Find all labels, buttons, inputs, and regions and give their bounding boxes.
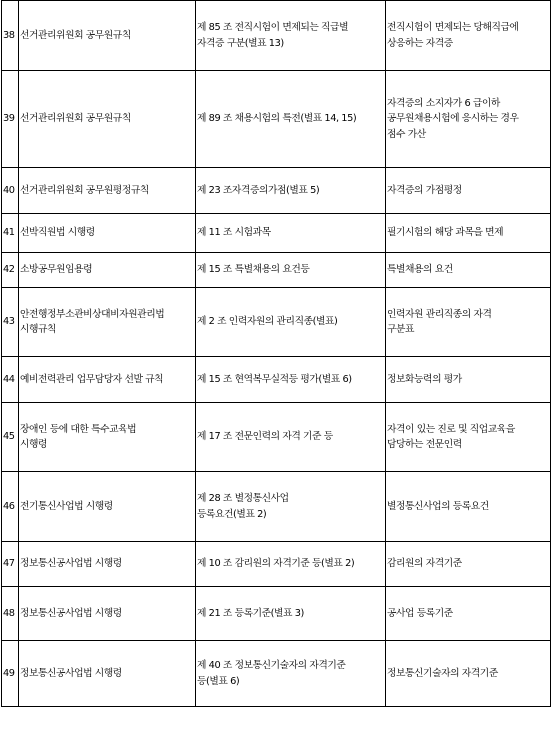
usage-cell <box>386 168 551 214</box>
article-cell <box>196 288 386 357</box>
row-number: 39 <box>2 71 19 168</box>
table-row <box>2 214 551 253</box>
table-row <box>2 587 551 641</box>
law-name: 정보통신공사업법 시행령 <box>19 641 196 707</box>
usage-cell <box>386 1 551 71</box>
law-name <box>19 403 196 472</box>
usage-cell <box>386 71 551 168</box>
table-row <box>2 472 551 542</box>
usage-cell <box>386 542 551 587</box>
usage-cell <box>386 357 551 403</box>
article-cell <box>196 641 386 707</box>
law-name: 정보통신공사업법 시행령 <box>19 542 196 587</box>
usage-cell <box>386 587 551 641</box>
law-name-line: 장애인 등에 대한 특수교육법 <box>20 423 137 435</box>
row-number: 41 <box>2 214 19 253</box>
law-name-line: 시행령 <box>20 439 48 450</box>
table-row <box>2 288 551 357</box>
usage-cell <box>386 472 551 542</box>
row-number: 42 <box>2 253 19 288</box>
table-row <box>2 1 551 71</box>
law-name: 선거관리위원회 공무원규칙 <box>19 1 196 71</box>
table-row <box>2 357 551 403</box>
law-name: 전기통신사업법 시행령 <box>19 472 196 542</box>
article-cell <box>196 472 386 542</box>
article-cell <box>196 587 386 641</box>
row-number: 48 <box>2 587 19 641</box>
article-line: 자격증 구분(별표 13) <box>197 37 284 49</box>
row-number: 38 <box>2 1 19 71</box>
law-name: 선박직원법 시행령 <box>19 214 196 253</box>
usage-line: 공사업 등록기준 <box>387 607 453 619</box>
usage-line: 공무원채용시험에 응시하는 경우 <box>387 113 519 125</box>
table-row <box>2 542 551 587</box>
article-line: 제 15 조 특별채용의 요건등 <box>197 264 310 276</box>
law-name-line: 시행규칙 <box>20 324 57 335</box>
law-name <box>19 288 196 357</box>
article-line: 제 10 조 감리원의 자격기준 등(별표 2) <box>197 558 355 570</box>
article-cell <box>196 214 386 253</box>
usage-line: 자격증의 가점평정 <box>387 184 462 196</box>
usage-line: 구분표 <box>387 324 415 335</box>
usage-line: 감리원의 자격기준 <box>387 558 462 570</box>
article-line: 제 89 조 채용시험의 특전(별표 14, 15) <box>197 113 357 125</box>
article-cell <box>196 253 386 288</box>
usage-line: 자격이 있는 진로 및 직업교육을 <box>387 423 515 435</box>
article-line: 제 28 조 별정통신사업 <box>197 493 289 505</box>
row-number: 43 <box>2 288 19 357</box>
article-cell <box>196 168 386 214</box>
usage-line: 필기시험의 해당 과목을 면제 <box>387 227 504 239</box>
article-line: 제 2 조 인력자원의 관리직종(별표) <box>197 316 338 328</box>
law-name: 선거관리위원회 공무원평정규칙 <box>19 168 196 214</box>
usage-line: 특별채용의 요건 <box>387 264 453 276</box>
article-cell <box>196 542 386 587</box>
table-row <box>2 403 551 472</box>
usage-line: 자격증의 소지자가 6 급이하 <box>387 98 500 110</box>
usage-cell <box>386 253 551 288</box>
article-line: 제 40 조 정보통신기술자의 자격기준 <box>197 660 346 672</box>
usage-line: 인력자원 관리직종의 자격 <box>387 308 492 320</box>
article-line: 제 85 조 전직시험이 면제되는 직급별 <box>197 22 349 34</box>
row-number: 47 <box>2 542 19 587</box>
usage-cell <box>386 641 551 707</box>
article-line: 제 21 조 등록기준(별표 3) <box>197 607 304 619</box>
law-name-line: 안전행정부소관비상대비자원관리법 <box>20 308 165 320</box>
table-row <box>2 168 551 214</box>
table-row <box>2 641 551 707</box>
article-line: 제 11 조 시험과목 <box>197 227 271 239</box>
usage-line: 점수 가산 <box>387 128 426 140</box>
article-cell <box>196 71 386 168</box>
article-line: 제 23 조자격증의가점(별표 5) <box>197 184 320 196</box>
article-cell <box>196 403 386 472</box>
usage-line: 전직시험이 면제되는 당해직급에 <box>387 22 519 34</box>
row-number: 44 <box>2 357 19 403</box>
usage-cell <box>386 288 551 357</box>
article-line: 등록요건(별표 2) <box>197 508 267 520</box>
article-cell <box>196 357 386 403</box>
usage-line: 상응하는 자격증 <box>387 37 453 49</box>
law-name: 정보통신공사업법 시행령 <box>19 587 196 641</box>
usage-cell <box>386 214 551 253</box>
article-cell <box>196 1 386 71</box>
usage-line: 담당하는 전문인력 <box>387 439 462 450</box>
law-name: 선거관리위원회 공무원규칙 <box>19 71 196 168</box>
usage-line: 별정통신사업의 등록요건 <box>387 500 489 512</box>
article-line: 등(별표 6) <box>197 675 240 687</box>
regulation-table <box>1 0 551 707</box>
article-line: 제 17 조 전문인력의 자격 기준 등 <box>197 431 333 443</box>
row-number: 45 <box>2 403 19 472</box>
article-line: 제 15 조 현역복무실적등 평가(별표 6) <box>197 373 352 385</box>
usage-cell <box>386 403 551 472</box>
table-row <box>2 253 551 288</box>
usage-line: 정보통신기술자의 자격기준 <box>387 667 498 679</box>
row-number: 40 <box>2 168 19 214</box>
law-name: 소방공무원임용령 <box>19 253 196 288</box>
row-number: 46 <box>2 472 19 542</box>
table-row <box>2 71 551 168</box>
usage-line: 정보화능력의 평가 <box>387 373 462 385</box>
row-number: 49 <box>2 641 19 707</box>
law-name: 예비전력관리 업무담당자 선발 규칙 <box>19 357 196 403</box>
